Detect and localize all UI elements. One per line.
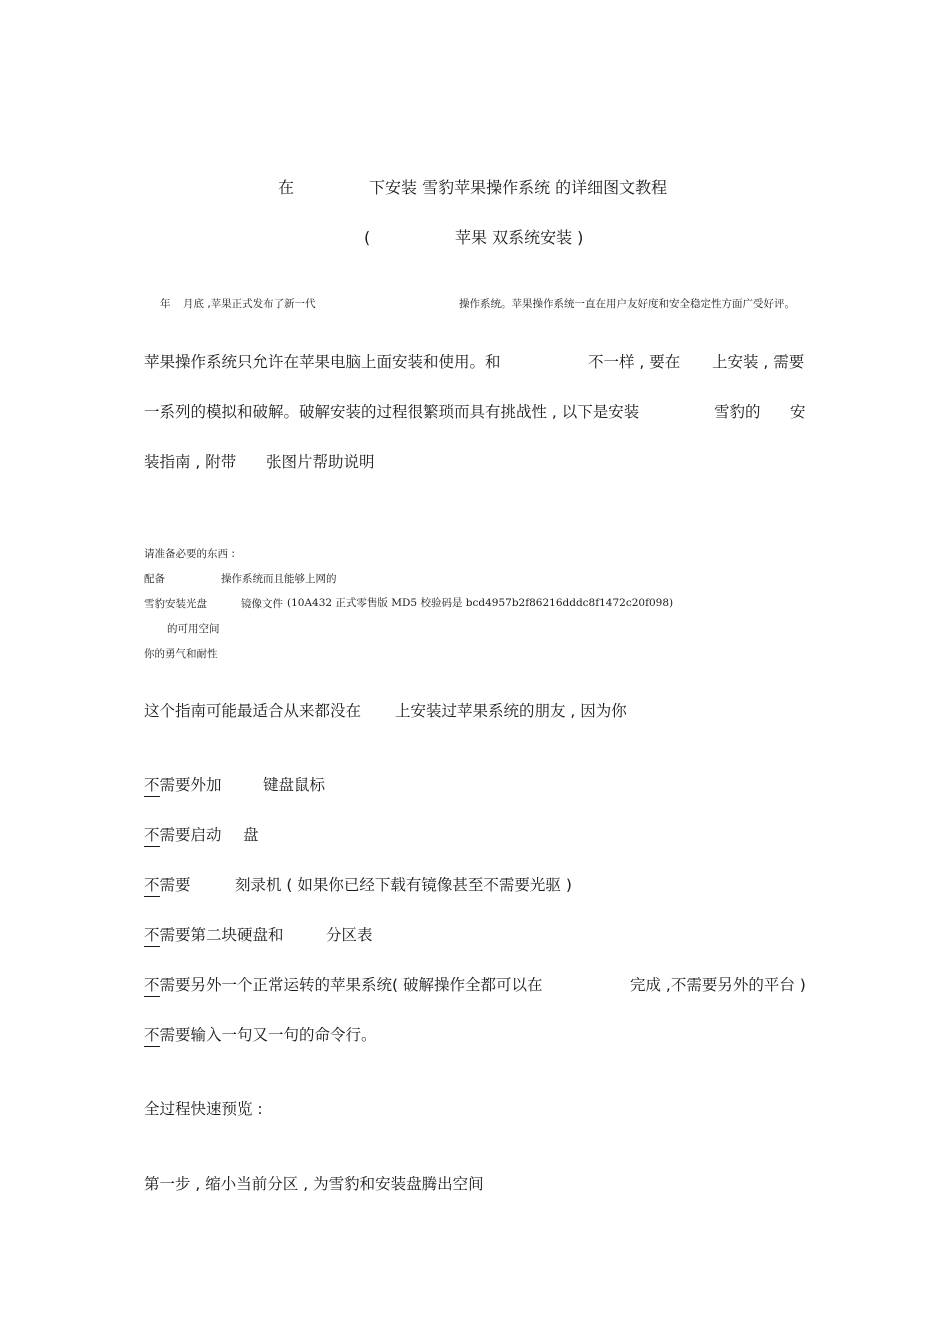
title-part-1: 在 [278,178,295,197]
no-item-4-b: 分区表 [326,926,373,944]
no-mark: 不 [144,828,160,847]
intro-reputation: 操作系统。苹果操作系统一直在用户友好度和安全稳定性方面广受好评。 [459,298,795,310]
no-mark: 不 [144,878,160,897]
prep-heading: 请准备必要的东西 : [144,548,235,560]
no-item-text: 需要外加 [159,776,222,794]
prep-item-1-a: 配备 [144,573,165,585]
intro-p1-c: 上安装 , 需要 [712,353,805,371]
intro-year: 年 [160,298,171,310]
no-item-text: 需要另外一个正常运转的苹果系统( 破解操作全都可以在 [159,976,543,994]
no-item-text: 需要 [159,876,191,894]
no-item-2-b: 盘 [243,826,259,844]
no-item-5 [144,978,543,997]
prep-item-2-b: 镜像文件 [241,598,283,610]
no-item-text: 需要第二块硬盘和 [159,926,284,944]
overview-heading: 全过程快速预览 : [144,1100,263,1118]
no-item-3-b: 刻录机 ( 如果你已经下载有镜像甚至不需要光驱 ) [235,876,572,894]
no-item-text: 需要输入一句又一句的命令行。 [159,1026,377,1044]
no-item-4 [144,928,284,947]
checksum-text: (10A432 正式零售版 MD5 校验码是 bcd4957b2f86216dddc8f1472c20f098) [287,597,674,609]
no-item-6 [144,1028,377,1047]
guide-fit-a: 这个指南可能最适合从来都没在 [144,702,362,720]
no-item-1-b: 键盘鼠标 [263,776,326,794]
subtitle-text: 苹果 双系统安装 ) [455,228,584,247]
no-mark: 不 [144,978,160,997]
prep-item-2-a: 雪豹安装光盘 [144,598,207,610]
prep-item-3: 的可用空间 [167,623,220,635]
no-mark: 不 [144,928,160,947]
intro-p2-c: 安 [790,403,806,421]
prep-item-2-checksum [287,598,673,609]
no-item-1 [144,778,222,797]
intro-release: 月底 ,苹果正式发布了新一代 [183,298,316,310]
intro-p2-b: 雪豹的 [714,403,761,421]
intro-p3-a: 装指南 , 附带 [144,453,237,471]
no-item-3 [144,878,191,897]
intro-p3-b: 张图片帮助说明 [266,453,375,471]
prep-item-1-b: 操作系统而且能够上网的 [221,573,337,585]
no-item-5-b: 完成 ,不需要另外的平台 ) [630,976,806,994]
intro-p1-b: 不一样 , 要在 [588,353,681,371]
guide-fit-b: 上安装过苹果系统的朋友 , 因为你 [395,702,627,720]
no-mark: 不 [144,778,160,797]
intro-p1-a: 苹果操作系统只允许在苹果电脑上面安装和使用。和 [144,353,501,371]
intro-p2-a: 一系列的模拟和破解。破解安装的过程很繁琐而具有挑战性 , 以下是安装 [144,403,640,421]
no-item-text: 需要启动 [159,826,222,844]
subtitle-open-paren: ( [364,228,371,247]
title-part-2: 下安装 雪豹苹果操作系统 的详细图文教程 [369,178,668,197]
prep-item-4: 你的勇气和耐性 [144,648,218,660]
no-mark: 不 [144,1028,160,1047]
overview-step-1: 第一步 , 缩小当前分区 , 为雪豹和安装盘腾出空间 [144,1175,484,1193]
no-item-2 [144,828,222,847]
